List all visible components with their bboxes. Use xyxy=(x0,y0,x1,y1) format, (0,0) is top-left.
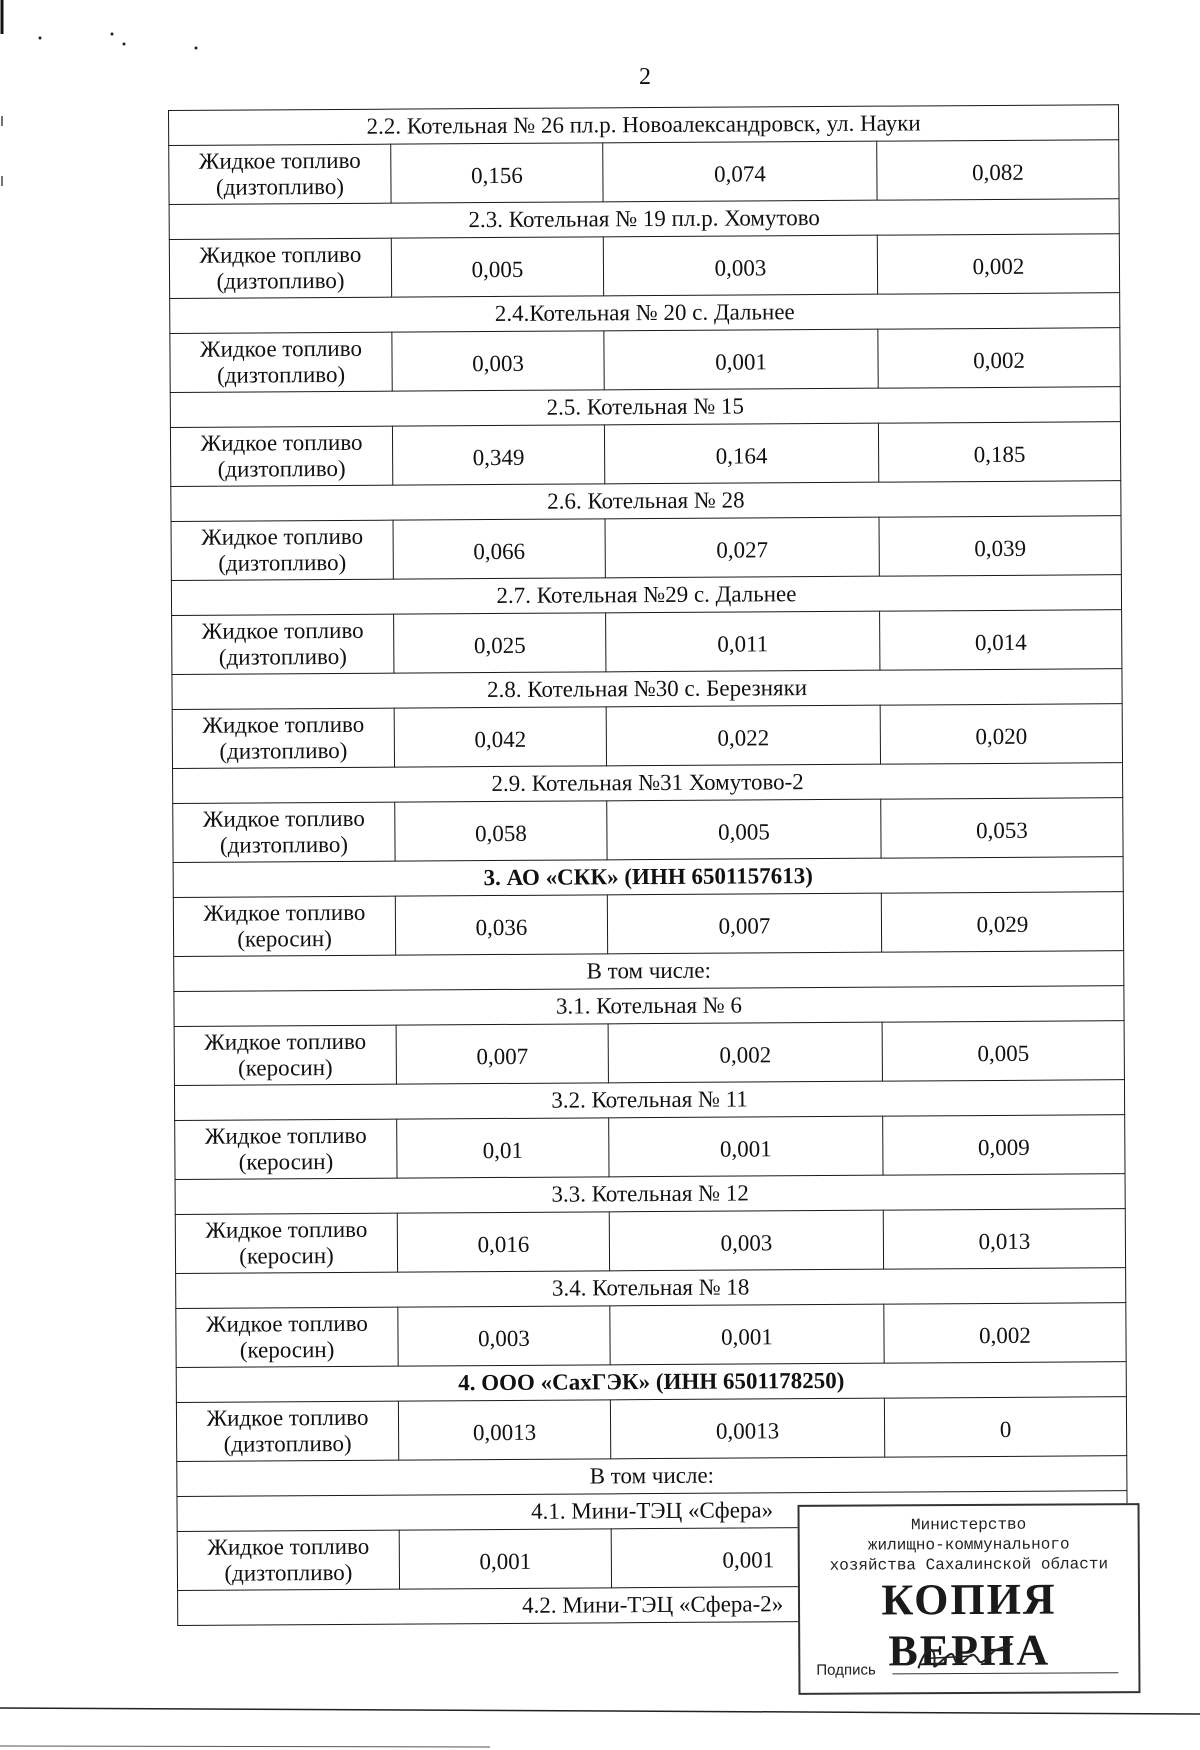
table-row xyxy=(170,422,1120,487)
section-header-row xyxy=(172,669,1122,710)
value-cell-3: 0 xyxy=(884,1397,1126,1457)
value-cell-3: 0,014 xyxy=(880,610,1122,670)
fuel-type-line: Жидкое топливо xyxy=(207,1533,370,1560)
section-header-row xyxy=(171,575,1121,616)
value-cell-2: 0,0013 xyxy=(610,1398,884,1459)
section-header-row xyxy=(176,1362,1126,1403)
section-title: В том числе: xyxy=(174,951,1124,992)
section-title: 4.1. Мини-ТЭЦ «Сфера» xyxy=(177,1491,1127,1532)
copy-certified-stamp xyxy=(798,1503,1141,1695)
fuel-type-cell xyxy=(169,238,391,298)
value-cell-1: 0,003 xyxy=(392,331,604,391)
fuel-type-cell xyxy=(170,426,392,486)
value-cell-2: 0,022 xyxy=(606,705,880,766)
table-row xyxy=(169,140,1119,205)
table-row xyxy=(175,1209,1125,1274)
value-cell-2: 0,002 xyxy=(608,1022,882,1083)
section-header-row xyxy=(171,481,1121,522)
fuel-type-line: Жидкое топливо xyxy=(201,523,364,550)
fuel-type-cell xyxy=(175,1213,397,1273)
fuel-type-line: Жидкое топливо xyxy=(205,1216,368,1243)
value-cell-1: 0,016 xyxy=(397,1212,609,1272)
section-header-row xyxy=(174,951,1124,992)
fuel-type-line: (дизтопливо) xyxy=(215,173,345,200)
section-title: 2.9. Котельная №31 Хомутово-2 xyxy=(173,763,1123,804)
fuel-type-line: (дизтопливо) xyxy=(218,549,347,576)
table-row xyxy=(176,1303,1126,1368)
section-title: 2.2. Котельная № 26 пл.р. Новоалександровск, ул. Науки xyxy=(169,105,1119,146)
value-cell-2: 0,001 xyxy=(609,1116,883,1177)
fuel-type-cell xyxy=(173,802,395,862)
value-cell-3: 0,002 xyxy=(877,234,1119,294)
section-title: 4.2. Мини-ТЭЦ «Сфера-2» xyxy=(178,1585,1128,1626)
table-row xyxy=(174,1021,1124,1086)
fuel-type-line: Жидкое топливо xyxy=(200,429,363,456)
fuel-type-line: (дизтопливо) xyxy=(216,267,345,294)
section-header-row xyxy=(173,763,1123,804)
section-header-row xyxy=(169,199,1119,240)
fuel-type-line: Жидкое топливо xyxy=(202,805,365,832)
fuel-reserve-table xyxy=(168,104,1128,1626)
section-header-row xyxy=(175,1174,1125,1215)
value-cell-2: 0,003 xyxy=(603,235,877,296)
value-cell-1: 0,01 xyxy=(397,1118,609,1178)
value-cell-3: 0,053 xyxy=(881,798,1123,858)
value-cell-3: 0,013 xyxy=(883,1209,1125,1269)
value-cell-2: 0,027 xyxy=(605,517,879,578)
section-header-row xyxy=(170,387,1120,428)
fuel-type-line: (керосин) xyxy=(237,926,332,952)
value-cell-3: 0,029 xyxy=(881,892,1123,952)
value-cell-1: 0,025 xyxy=(394,613,606,673)
fuel-type-cell xyxy=(176,1401,398,1461)
fuel-type-line: Жидкое топливо xyxy=(202,711,365,738)
fuel-type-line: (дизтопливо) xyxy=(219,831,349,858)
fuel-type-line: (дизтопливо) xyxy=(223,1430,352,1457)
section-title: В том числе: xyxy=(177,1456,1127,1497)
fuel-type-cell xyxy=(174,1025,396,1085)
section-header-row xyxy=(176,1268,1126,1309)
table-row xyxy=(169,234,1119,299)
value-cell-1: 0,036 xyxy=(395,895,607,955)
table-row xyxy=(170,328,1120,393)
fuel-type-line: Жидкое топливо xyxy=(201,617,364,644)
section-title: 3.1. Котельная № 6 xyxy=(174,986,1124,1027)
value-cell-2: 0,001 xyxy=(604,329,878,390)
value-cell-1: 0,0013 xyxy=(398,1400,610,1460)
value-cell-2: 0,001 xyxy=(610,1304,884,1365)
section-title: 2.5. Котельная № 15 xyxy=(170,387,1120,428)
fuel-type-line: Жидкое топливо xyxy=(204,1122,367,1149)
fuel-type-cell xyxy=(177,1530,399,1590)
fuel-type-cell xyxy=(175,1119,397,1179)
value-cell-2: 0,007 xyxy=(607,893,881,954)
fuel-type-line: (дизтопливо) xyxy=(224,1559,353,1586)
value-cell-2: 0,164 xyxy=(604,423,878,484)
fuel-type-line: Жидкое топливо xyxy=(205,1310,368,1337)
table-row xyxy=(172,610,1122,675)
section-header-row xyxy=(170,293,1120,334)
value-cell-3: 0,002 xyxy=(884,1303,1126,1363)
value-cell-1: 0,005 xyxy=(391,237,603,297)
value-cell-1: 0,001 xyxy=(399,1529,611,1589)
fuel-type-line: (дизтопливо) xyxy=(217,361,346,388)
section-title: 2.8. Котельная №30 с. Березняки xyxy=(172,669,1122,710)
section-title: 2.6. Котельная № 28 xyxy=(171,481,1121,522)
value-cell-1: 0,066 xyxy=(393,519,605,579)
fuel-type-line: (дизтопливо) xyxy=(217,455,346,482)
section-title: 3.3. Котельная № 12 xyxy=(175,1174,1125,1215)
table-row xyxy=(171,516,1121,581)
value-cell-3: 0,185 xyxy=(878,422,1120,482)
signature-label: Подпись xyxy=(816,1661,876,1679)
stamp-line-housing: жилищно-коммунального xyxy=(867,1535,1070,1555)
value-cell-3: 0,039 xyxy=(879,516,1121,576)
fuel-type-line: (дизтопливо) xyxy=(219,737,348,764)
fuel-type-cell xyxy=(172,708,394,768)
section-title: 2.3. Котельная № 19 пл.р. Хомутово xyxy=(169,199,1119,240)
fuel-type-line: Жидкое топливо xyxy=(198,147,361,174)
table-row xyxy=(176,1397,1126,1462)
table-row xyxy=(172,704,1122,769)
fuel-type-cell xyxy=(169,144,391,204)
stamp-title: КОПИЯ ВЕРНА xyxy=(881,1574,1057,1676)
value-cell-1: 0,007 xyxy=(396,1024,608,1084)
page-number: 2 xyxy=(639,64,651,90)
value-cell-3: 0,082 xyxy=(877,140,1119,200)
fuel-type-line: (керосин) xyxy=(238,1055,333,1081)
value-cell-2: 0,001 xyxy=(611,1527,885,1588)
value-cell-1: 0,349 xyxy=(392,425,604,485)
section-title: 3.4. Котельная № 18 xyxy=(176,1268,1126,1309)
section-header-row xyxy=(177,1456,1127,1497)
fuel-type-line: Жидкое топливо xyxy=(199,335,362,362)
table-row xyxy=(173,892,1123,957)
section-header-row xyxy=(169,105,1119,146)
stamp-line-ministry: Министерство xyxy=(910,1515,1027,1535)
table-row xyxy=(175,1115,1125,1180)
fuel-type-cell xyxy=(173,896,395,956)
value-cell-2: 0,011 xyxy=(606,611,880,672)
fuel-type-line: (керосин) xyxy=(238,1149,334,1175)
stamp-line-region: хозяйства Сахалинской области xyxy=(829,1555,1109,1575)
value-cell-2: 0,005 xyxy=(607,799,881,860)
value-cell-2: 0,003 xyxy=(609,1210,883,1271)
section-title: 2.7. Котельная №29 с. Дальнее xyxy=(171,575,1121,616)
value-cell-1: 0,042 xyxy=(394,707,606,767)
fuel-type-line: (керосин) xyxy=(239,1243,334,1269)
fuel-type-line: Жидкое топливо xyxy=(203,899,366,926)
signature-icon xyxy=(912,1638,1022,1679)
section-title: 3. АО «СКК» (ИНН 6501157613) xyxy=(173,857,1123,898)
value-cell-1: 0,156 xyxy=(391,143,603,203)
section-header-row xyxy=(174,1080,1124,1121)
section-header-row xyxy=(174,986,1124,1027)
value-cell-3: 0,020 xyxy=(880,704,1122,764)
fuel-type-line: Жидкое топливо xyxy=(206,1404,369,1431)
value-cell-2: 0,074 xyxy=(603,141,877,202)
value-cell-1: 0,003 xyxy=(398,1306,610,1366)
value-cell-3: 0,002 xyxy=(878,328,1120,388)
fuel-type-line: (дизтопливо) xyxy=(218,643,347,670)
table-row xyxy=(173,798,1123,863)
fuel-type-cell xyxy=(172,614,394,674)
fuel-type-line: Жидкое топливо xyxy=(199,241,362,268)
fuel-type-cell xyxy=(171,520,393,580)
value-cell-1: 0,058 xyxy=(395,801,607,861)
fuel-type-line: (керосин) xyxy=(239,1337,335,1363)
section-title: 4. ООО «СахГЭК» (ИНН 6501178250) xyxy=(176,1362,1126,1403)
section-header-row xyxy=(173,857,1123,898)
fuel-type-cell xyxy=(170,332,392,392)
value-cell-3: 0,009 xyxy=(883,1115,1125,1175)
section-title: 2.4.Котельная № 20 с. Дальнее xyxy=(170,293,1120,334)
fuel-type-line: Жидкое топливо xyxy=(204,1028,367,1055)
value-cell-3: 0,005 xyxy=(882,1021,1124,1081)
fuel-type-cell xyxy=(176,1307,398,1367)
section-title: 3.2. Котельная № 11 xyxy=(174,1080,1124,1121)
